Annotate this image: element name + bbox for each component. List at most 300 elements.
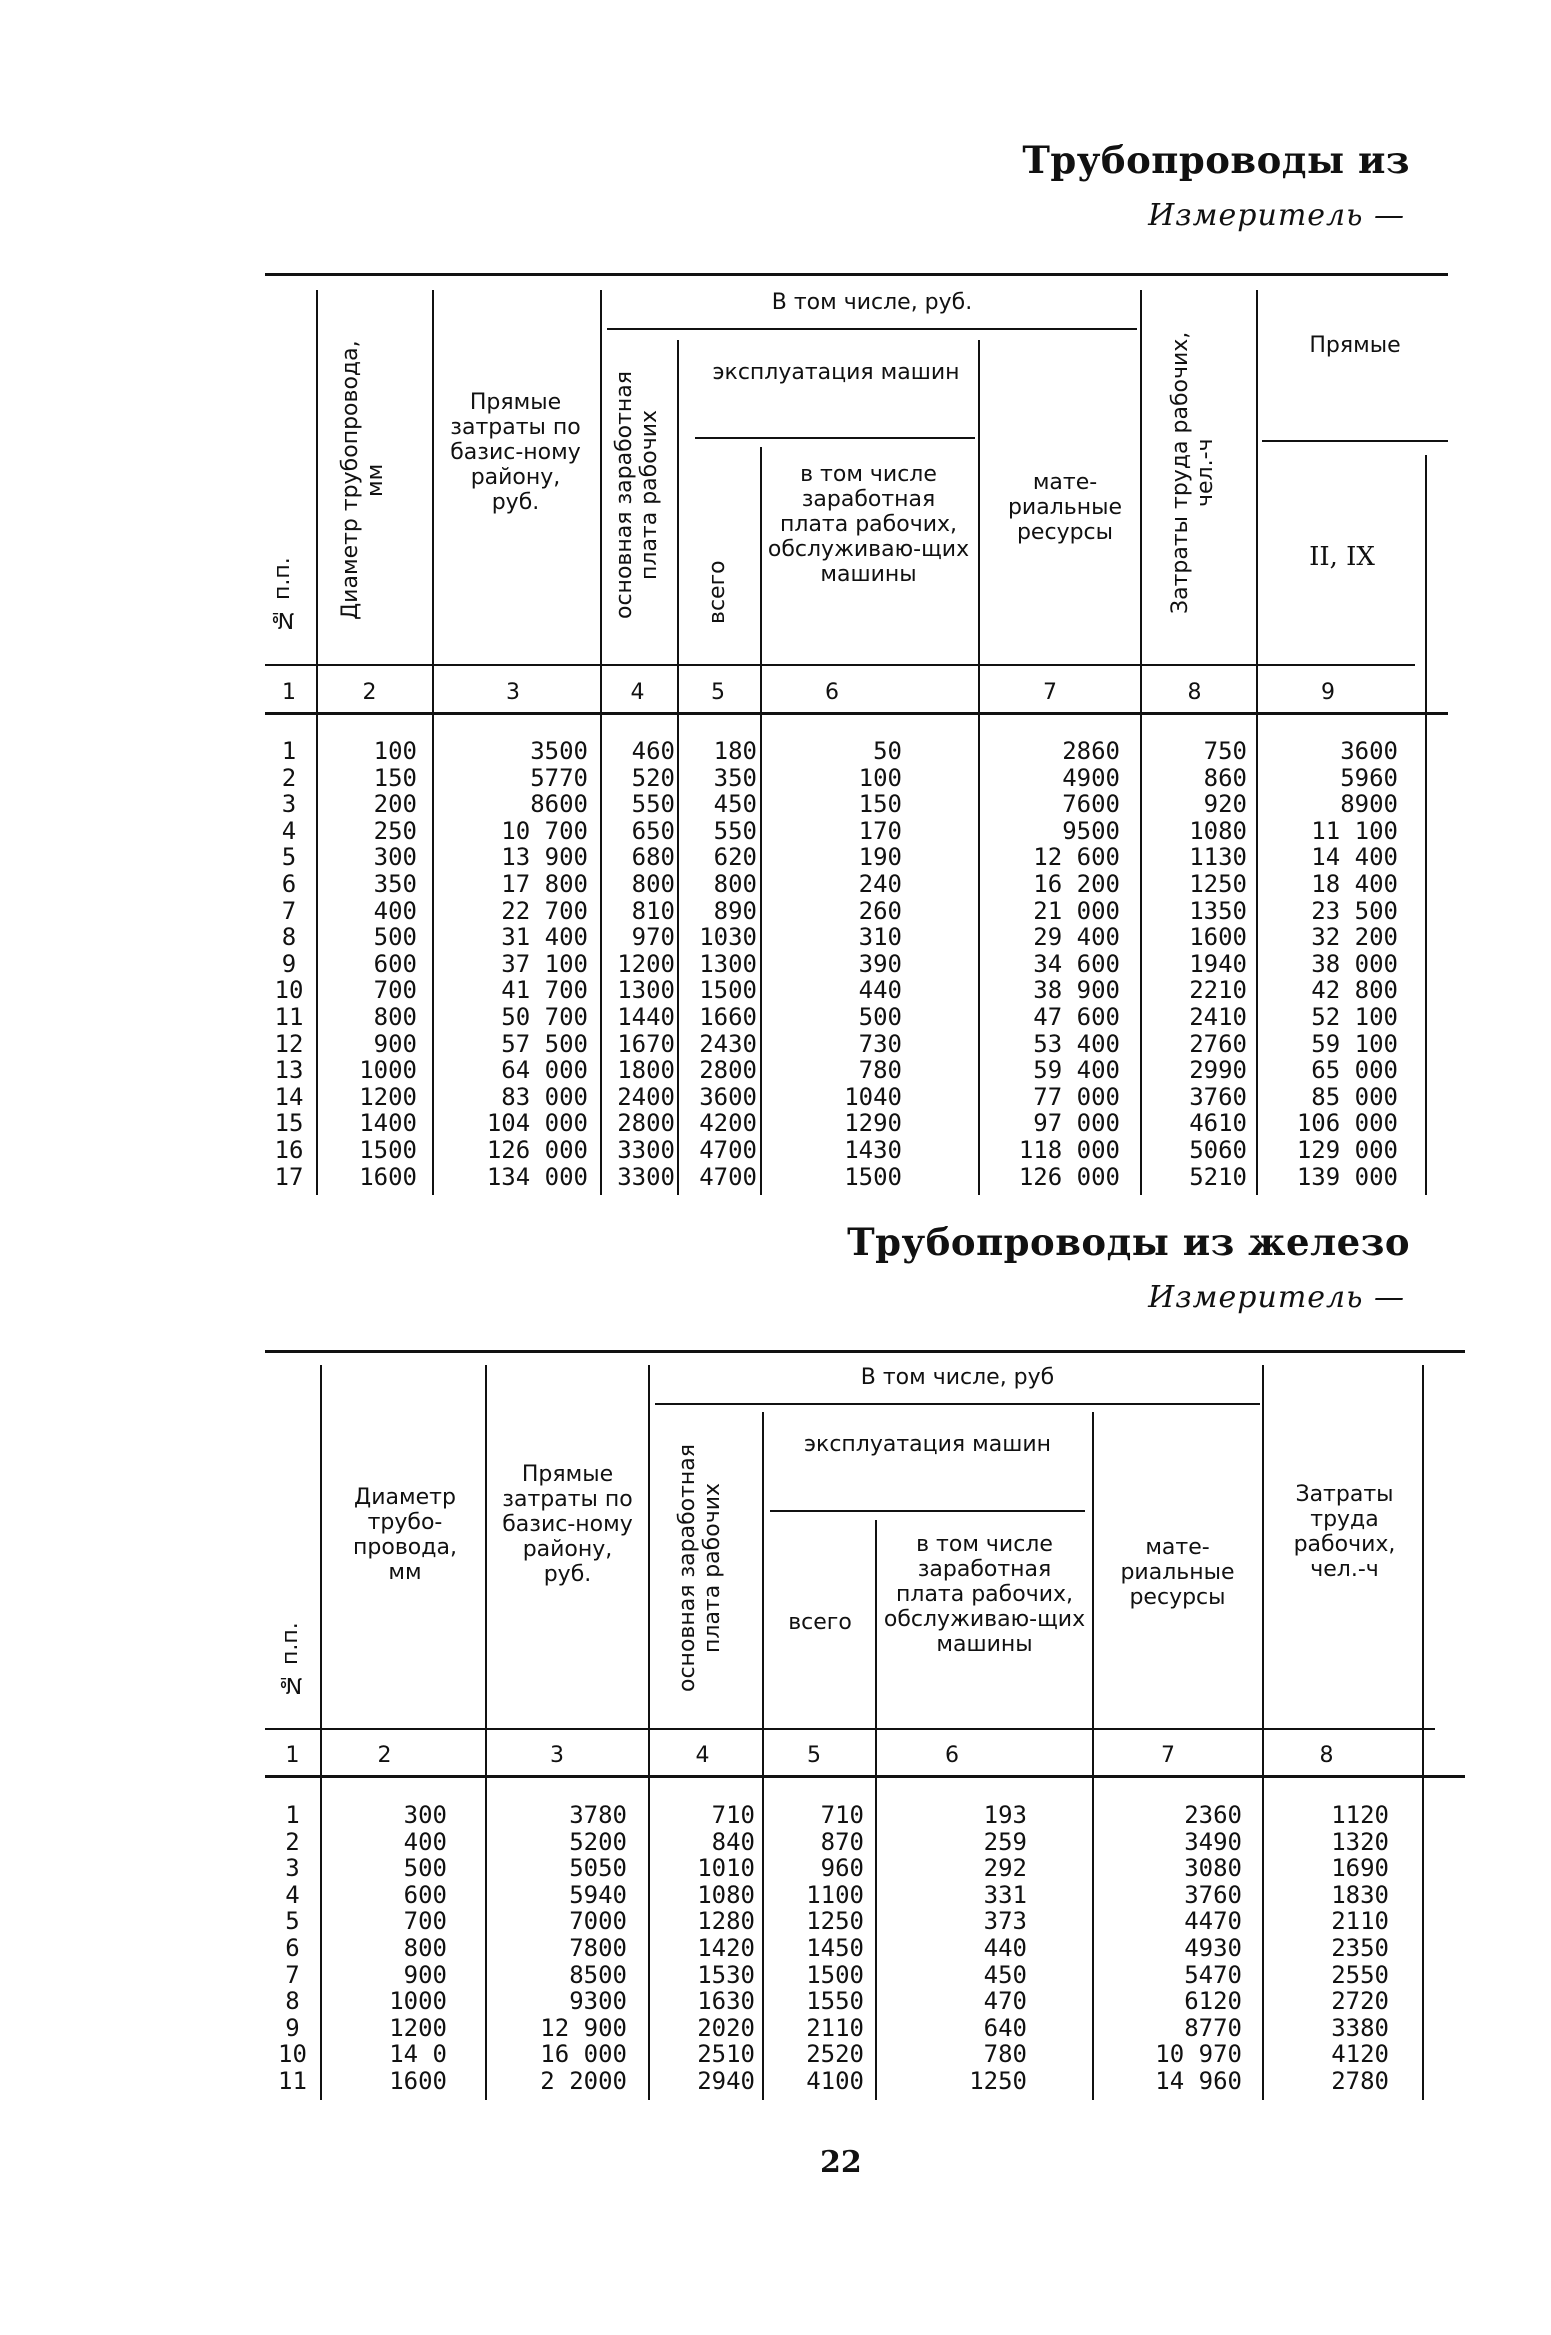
table2-title: Трубопроводы из железо — [847, 1220, 1410, 1264]
table2-cell: 870 — [820, 1827, 864, 1856]
table1-cell: 9 — [281, 949, 297, 978]
table1-cell: 134 000 — [486, 1162, 588, 1191]
table2-cell: 1530 — [697, 1960, 755, 1989]
table1-cell: 50 — [873, 737, 902, 765]
table2-cell: 2780 — [1331, 2066, 1389, 2095]
table1-cell: 1600 — [359, 1162, 417, 1191]
table2-cell: 1280 — [697, 1907, 755, 1936]
table2-vrule — [1422, 1365, 1424, 2100]
table1-cell: 50 700 — [501, 1002, 588, 1031]
table1-cell: 450 — [713, 790, 757, 819]
table2-column — [487, 1802, 627, 2095]
table1-measure: Измеритель — — [1148, 198, 1405, 233]
table2-cell: 4470 — [1184, 1907, 1242, 1936]
table1-cell: 11 — [274, 1002, 304, 1031]
table2-column-number: 1 — [285, 1743, 300, 1768]
table2-cell: 4120 — [1331, 2040, 1389, 2069]
table2-cell: 1500 — [806, 1960, 864, 1989]
table1-cell: 31 400 — [501, 923, 588, 952]
table1-header-num: № п.п. — [270, 557, 295, 633]
table1-column — [980, 738, 1120, 1190]
table1-cell: 7600 — [1062, 790, 1120, 819]
table2-cell: 8 — [285, 1987, 300, 2016]
table2-cell: 1830 — [1331, 1880, 1389, 1909]
table1-cell: 10 700 — [501, 816, 588, 845]
table1-cell: 390 — [858, 949, 902, 978]
table1-header-machine-wage: в том числе заработная плата рабочих, обслуживаю-щих машины — [767, 462, 970, 587]
table1-cell: 59 400 — [1033, 1056, 1120, 1085]
table1-cell: 3300 — [617, 1162, 675, 1191]
table1-cell: 65 000 — [1311, 1056, 1398, 1085]
table1-cell: 800 — [373, 1002, 417, 1031]
table1-cell: 4 — [281, 816, 297, 845]
table1-cell: 1670 — [617, 1029, 675, 1058]
table1-cell: 126 000 — [1018, 1162, 1120, 1191]
table1-cell: 2760 — [1189, 1029, 1247, 1058]
table1-cell: 23 500 — [1311, 896, 1398, 925]
table1-incl-rule — [607, 328, 1137, 330]
table2-cell: 3780 — [569, 1801, 627, 1829]
table2-cell: 1200 — [389, 2013, 447, 2042]
table2-cell: 331 — [983, 1880, 1027, 1909]
table2-cell: 2520 — [806, 2040, 864, 2069]
table2-cell: 2720 — [1331, 1987, 1389, 2016]
table1-cell: 2990 — [1189, 1056, 1247, 1085]
table1-cell: 34 600 — [1033, 949, 1120, 978]
table2-cell: 1600 — [389, 2066, 447, 2095]
table1-cell: 1400 — [359, 1109, 417, 1138]
table2-top-rule — [265, 1350, 1465, 1353]
table1-cell: 118 000 — [1018, 1135, 1120, 1164]
table1-cell: 1130 — [1189, 843, 1247, 872]
table1-cell: 53 400 — [1033, 1029, 1120, 1058]
table2-column-number: 8 — [1319, 1743, 1334, 1768]
table1-cell: 1200 — [359, 1082, 417, 1111]
table2-cell: 8770 — [1184, 2013, 1242, 2042]
table1-cell: 85 000 — [1311, 1082, 1398, 1111]
table1-cell: 17 800 — [501, 869, 588, 898]
table1-cell: 104 000 — [486, 1109, 588, 1138]
table1-cell: 3500 — [530, 737, 588, 765]
table2-column — [270, 1802, 315, 2095]
table2-cell: 2 2000 — [540, 2066, 627, 2095]
table2-column-number: 7 — [1161, 1743, 1175, 1768]
table2-column-number: 2 — [377, 1743, 392, 1768]
table1-column-number: 6 — [825, 680, 839, 705]
table1-cell: 10 — [274, 976, 304, 1005]
table1-cell: 3600 — [699, 1082, 757, 1111]
table2-cell: 1120 — [1331, 1801, 1389, 1829]
table2-cell: 450 — [983, 1960, 1027, 1989]
table1-cell: 41 700 — [501, 976, 588, 1005]
table1-column-number: 2 — [362, 680, 377, 705]
table1-cell: 129 000 — [1296, 1135, 1398, 1164]
table2-cell: 6 — [285, 1933, 300, 1962]
table2-cell: 1420 — [697, 1933, 755, 1962]
table1-cell: 15 — [274, 1109, 304, 1138]
table1-cell: 57 500 — [501, 1029, 588, 1058]
table2-cell: 1550 — [806, 1987, 864, 2016]
table1-cell: 750 — [1203, 737, 1247, 765]
table2-cell: 640 — [983, 2013, 1027, 2042]
table1-cell: 680 — [631, 843, 675, 872]
table2-cell: 14 0 — [389, 2040, 447, 2069]
table1-cell: 13 900 — [501, 843, 588, 872]
table1-cell: 550 — [631, 790, 675, 819]
table1-cell: 4900 — [1062, 763, 1120, 792]
table1-cell: 1040 — [844, 1082, 902, 1111]
table2-header-materials: мате-риальные ресурсы — [1120, 1535, 1235, 1610]
table1-cell: 170 — [858, 816, 902, 845]
table1-cell: 900 — [373, 1029, 417, 1058]
table1-cell: 22 700 — [501, 896, 588, 925]
table2-cell: 14 960 — [1155, 2066, 1242, 2095]
table2-cell: 193 — [983, 1801, 1027, 1829]
table2-machines-rule — [770, 1510, 1085, 1512]
table2-cell: 292 — [983, 1854, 1027, 1883]
table2-cell: 8500 — [569, 1960, 627, 1989]
table1-header-incl: В том числе, руб. — [771, 290, 973, 315]
table1-column — [1258, 738, 1398, 1190]
table1-cell: 250 — [373, 816, 417, 845]
table1-cell: 77 000 — [1033, 1082, 1120, 1111]
table2-cell: 5 — [285, 1907, 300, 1936]
table1-column-number: 7 — [1043, 680, 1057, 705]
table1-column — [1142, 738, 1247, 1190]
table2-cell: 10 — [278, 2040, 307, 2069]
table1-cell: 1430 — [844, 1135, 902, 1164]
table1-header-labor: Затраты труда рабочих, чел.-ч — [1168, 331, 1218, 614]
table1-column — [322, 738, 417, 1190]
table2-cell: 960 — [820, 1854, 864, 1883]
table2-cell: 3 — [285, 1854, 300, 1883]
table1-cell: 16 200 — [1033, 869, 1120, 898]
table2-cell: 1250 — [969, 2066, 1027, 2095]
table1-cell: 260 — [858, 896, 902, 925]
table1-cell: 800 — [631, 869, 675, 898]
table2-cell: 710 — [820, 1801, 864, 1829]
table2-column — [877, 1802, 1027, 2095]
table2-column — [322, 1802, 447, 2095]
table1-cell: 83 000 — [501, 1082, 588, 1111]
table1-cell: 100 — [858, 763, 902, 792]
table1-cell: 5060 — [1189, 1135, 1247, 1164]
table1-column — [679, 738, 757, 1190]
table1-cell: 1080 — [1189, 816, 1247, 845]
table1-column — [268, 738, 310, 1190]
table1-header-total: всего — [705, 560, 730, 625]
table1-cell: 16 — [274, 1135, 304, 1164]
table2-column-number: 4 — [695, 1743, 710, 1768]
page-number: 22 — [820, 2145, 862, 2180]
table1-cell: 21 000 — [1033, 896, 1120, 925]
table1-column — [762, 738, 902, 1190]
table1-cell: 310 — [858, 923, 902, 952]
table2-cell: 5470 — [1184, 1960, 1242, 1989]
table1-cell: 440 — [858, 976, 902, 1005]
table1-vrule — [432, 290, 434, 1195]
table1-cell: 12 — [274, 1029, 304, 1058]
table1-cell: 620 — [713, 843, 757, 872]
table1-header-base-wage: основная заработная плата рабочих — [612, 370, 662, 620]
table2-cell: 470 — [983, 1987, 1027, 2016]
table1-column — [438, 738, 588, 1190]
table1-cell: 3 — [281, 790, 297, 819]
table1-cell: 180 — [713, 737, 757, 765]
table1-cell: 2400 — [617, 1082, 675, 1111]
table1-cell: 460 — [631, 737, 675, 765]
table1-column-number: 4 — [630, 680, 645, 705]
table1-vrule — [316, 290, 318, 1195]
table1-cell: 9500 — [1062, 816, 1120, 845]
table1-cell: 3600 — [1340, 737, 1398, 765]
table2-cell: 2350 — [1331, 1933, 1389, 1962]
table2-cell: 7800 — [569, 1933, 627, 1962]
table2-cell: 1690 — [1331, 1854, 1389, 1883]
table1-cell: 3300 — [617, 1135, 675, 1164]
table1-cell: 1030 — [699, 923, 757, 952]
table1-cell: 6 — [281, 869, 297, 898]
table1-cell: 4700 — [699, 1162, 757, 1191]
table1-cell: 1440 — [617, 1002, 675, 1031]
table1-cell: 38 000 — [1311, 949, 1398, 978]
table2-cell: 800 — [403, 1933, 447, 1962]
table2-cell: 7 — [285, 1960, 300, 1989]
table1-cell: 64 000 — [501, 1056, 588, 1085]
table2-cell: 840 — [711, 1827, 755, 1856]
table1-header-direct: Прямые — [1309, 333, 1401, 358]
table1-cell: 8900 — [1340, 790, 1398, 819]
table1-cell: 1250 — [1189, 869, 1247, 898]
table1-cell: 700 — [373, 976, 417, 1005]
table2-cell: 9 — [285, 2013, 300, 2042]
table2-numbers-rule — [265, 1775, 1465, 1778]
table1-header-diameter: Диаметр трубопровода, мм — [338, 340, 388, 620]
table2-cell: 780 — [983, 2040, 1027, 2069]
table1-header-rule — [265, 664, 1415, 666]
table1-cell: 150 — [858, 790, 902, 819]
table2-header-base-wage: основная заработная плата рабочих — [675, 1443, 725, 1692]
table2-cell: 4100 — [806, 2066, 864, 2095]
table2-cell: 2110 — [806, 2013, 864, 2042]
table2-cell: 11 — [278, 2066, 307, 2095]
table1-cell: 1290 — [844, 1109, 902, 1138]
table2-cell: 4 — [285, 1880, 300, 1909]
table1-cell: 29 400 — [1033, 923, 1120, 952]
table1-column — [600, 738, 675, 1190]
table1-cell: 47 600 — [1033, 1002, 1120, 1031]
table2-cell: 373 — [983, 1907, 1027, 1936]
table2-incl-rule — [655, 1403, 1260, 1405]
table1-column-number: 1 — [282, 680, 296, 705]
table1-header-materials: мате-риальные ресурсы — [1007, 470, 1123, 545]
table1-cell: 350 — [373, 869, 417, 898]
table2-header-num: № п.п. — [278, 1622, 303, 1698]
table2-cell: 1320 — [1331, 1827, 1389, 1856]
table1-cell: 1660 — [699, 1002, 757, 1031]
table1-cell: 920 — [1203, 790, 1247, 819]
table1-top-rule — [265, 273, 1448, 276]
table1-cell: 810 — [631, 896, 675, 925]
table1-cell: 400 — [373, 896, 417, 925]
table1-cell: 1200 — [617, 949, 675, 978]
table1-cell: 1350 — [1189, 896, 1247, 925]
table1-cell: 32 200 — [1311, 923, 1398, 952]
table2-cell: 1010 — [697, 1854, 755, 1883]
table2-cell: 710 — [711, 1801, 755, 1829]
table1-cell: 5 — [281, 843, 297, 872]
table1-column-number: 5 — [711, 680, 725, 705]
table1-cell: 13 — [274, 1056, 304, 1085]
table1-column-number: 3 — [506, 680, 520, 705]
table1-cell: 2210 — [1189, 976, 1247, 1005]
table1-cell: 200 — [373, 790, 417, 819]
table2-column — [764, 1802, 864, 2095]
table1-cell: 2800 — [617, 1109, 675, 1138]
table1-cell: 1800 — [617, 1056, 675, 1085]
table1-cell: 890 — [713, 896, 757, 925]
table2-cell: 4930 — [1184, 1933, 1242, 1962]
table1-cell: 2 — [281, 763, 297, 792]
table1-column-number: 8 — [1187, 680, 1202, 705]
table2-column-number: 6 — [945, 1743, 959, 1768]
table2-cell: 2940 — [697, 2066, 755, 2095]
table2-header-labor: Затраты труда рабочих, чел.-ч — [1293, 1482, 1396, 1582]
table2-cell: 1630 — [697, 1987, 755, 2016]
table1-cell: 126 000 — [486, 1135, 588, 1164]
table1-cell: 350 — [713, 763, 757, 792]
table1-cell: 8600 — [530, 790, 588, 819]
table1-header-direct-costs: Прямые затраты по базис-ному району, руб. — [450, 390, 581, 515]
table2-cell: 440 — [983, 1933, 1027, 1962]
table1-cell: 600 — [373, 949, 417, 978]
table1-cell: 190 — [858, 843, 902, 872]
table2-cell: 16 000 — [540, 2040, 627, 2069]
table1-cell: 550 — [713, 816, 757, 845]
table2-header-direct-costs: Прямые затраты по базис-ному району, руб. — [502, 1462, 633, 1587]
table2-header-diameter: Диаметр трубо-провода, мм — [353, 1485, 457, 1585]
table1-cell: 240 — [858, 869, 902, 898]
table1-cell: 2800 — [699, 1056, 757, 1085]
table2-cell: 700 — [403, 1907, 447, 1936]
table1-cell: 14 — [274, 1082, 304, 1111]
table1-cell: 800 — [713, 869, 757, 898]
table1-cell: 37 100 — [501, 949, 588, 978]
table1-cell: 8 — [281, 923, 297, 952]
table1-cell: 780 — [858, 1056, 902, 1085]
table1-cell: 500 — [858, 1002, 902, 1031]
table1-cell: 14 400 — [1311, 843, 1398, 872]
table1-cell: 4610 — [1189, 1109, 1247, 1138]
table2-cell: 2360 — [1184, 1801, 1242, 1829]
table2-cell: 1450 — [806, 1933, 864, 1962]
table2-cell: 12 900 — [540, 2013, 627, 2042]
table1-cell: 1300 — [617, 976, 675, 1005]
table1-cell: 5770 — [530, 763, 588, 792]
table2-cell: 2550 — [1331, 1960, 1389, 1989]
table1-cell: 2430 — [699, 1029, 757, 1058]
table1-header-machines: эксплуатация машин — [712, 360, 960, 385]
table2-header-rule — [265, 1728, 1435, 1730]
table1-cell: 1 — [281, 737, 297, 765]
table1-cell: 1600 — [1189, 923, 1247, 952]
table2-column-number: 3 — [550, 1743, 564, 1768]
table2-cell: 1250 — [806, 1907, 864, 1936]
table2-cell: 2510 — [697, 2040, 755, 2069]
table1-vrule — [1425, 455, 1427, 1195]
table2-measure: Измеритель — — [1148, 1280, 1405, 1315]
table1-cell: 17 — [274, 1162, 304, 1191]
table1-cell: 150 — [373, 763, 417, 792]
table1-header-region: II, IX — [1309, 542, 1375, 572]
table1-cell: 12 600 — [1033, 843, 1120, 872]
table1-cell: 500 — [373, 923, 417, 952]
table2-cell: 2020 — [697, 2013, 755, 2042]
table2-cell: 2110 — [1331, 1907, 1389, 1936]
table2-cell: 300 — [403, 1801, 447, 1829]
table2-cell: 1000 — [389, 1987, 447, 2016]
table1-cell: 5960 — [1340, 763, 1398, 792]
table1-cell: 860 — [1203, 763, 1247, 792]
table2-cell: 5050 — [569, 1854, 627, 1883]
table2-cell: 259 — [983, 1827, 1027, 1856]
table1-cell: 1500 — [844, 1162, 902, 1191]
table1-cell: 4700 — [699, 1135, 757, 1164]
table2-header-machines: эксплуатация машин — [803, 1432, 1052, 1457]
table1-cell: 106 000 — [1296, 1109, 1398, 1138]
table1-cell: 1500 — [359, 1135, 417, 1164]
table2-cell: 10 970 — [1155, 2040, 1242, 2069]
table2-cell: 2 — [285, 1827, 300, 1856]
table2-cell: 3760 — [1184, 1880, 1242, 1909]
table2-cell: 900 — [403, 1960, 447, 1989]
table1-cell: 139 000 — [1296, 1162, 1398, 1191]
table2-cell: 1080 — [697, 1880, 755, 1909]
table1-cell: 520 — [631, 763, 675, 792]
table2-column — [1264, 1802, 1389, 2095]
table2-cell: 1100 — [806, 1880, 864, 1909]
table1-cell: 650 — [631, 816, 675, 845]
table1-cell: 2410 — [1189, 1002, 1247, 1031]
table1-title: Трубопроводы из — [1022, 138, 1410, 182]
table2-cell: 1 — [285, 1801, 300, 1829]
table1-cell: 52 100 — [1311, 1002, 1398, 1031]
table1-cell: 300 — [373, 843, 417, 872]
table2-header-machine-wage: в том числе заработная плата рабочих, обслуживаю-щих машины — [883, 1532, 1086, 1657]
table2-cell: 400 — [403, 1827, 447, 1856]
table1-cell: 4200 — [699, 1109, 757, 1138]
table1-cell: 59 100 — [1311, 1029, 1398, 1058]
table1-cell: 18 400 — [1311, 869, 1398, 898]
table1-cell: 1500 — [699, 976, 757, 1005]
table2-column — [650, 1802, 755, 2095]
table1-cell: 5210 — [1189, 1162, 1247, 1191]
table2-column-number: 5 — [807, 1743, 821, 1768]
table2-cell: 3490 — [1184, 1827, 1242, 1856]
table1-cell: 38 900 — [1033, 976, 1120, 1005]
table1-cell: 3760 — [1189, 1082, 1247, 1111]
table1-cell: 1000 — [359, 1056, 417, 1085]
table2-cell: 6120 — [1184, 1987, 1242, 2016]
table1-cell: 42 800 — [1311, 976, 1398, 1005]
table2-header-total: всего — [788, 1610, 852, 1635]
table2-cell: 3080 — [1184, 1854, 1242, 1883]
table1-cell: 2860 — [1062, 737, 1120, 765]
table2-cell: 5940 — [569, 1880, 627, 1909]
table1-column-number: 9 — [1321, 680, 1335, 705]
table1-cell: 970 — [631, 923, 675, 952]
table2-cell: 7000 — [569, 1907, 627, 1936]
